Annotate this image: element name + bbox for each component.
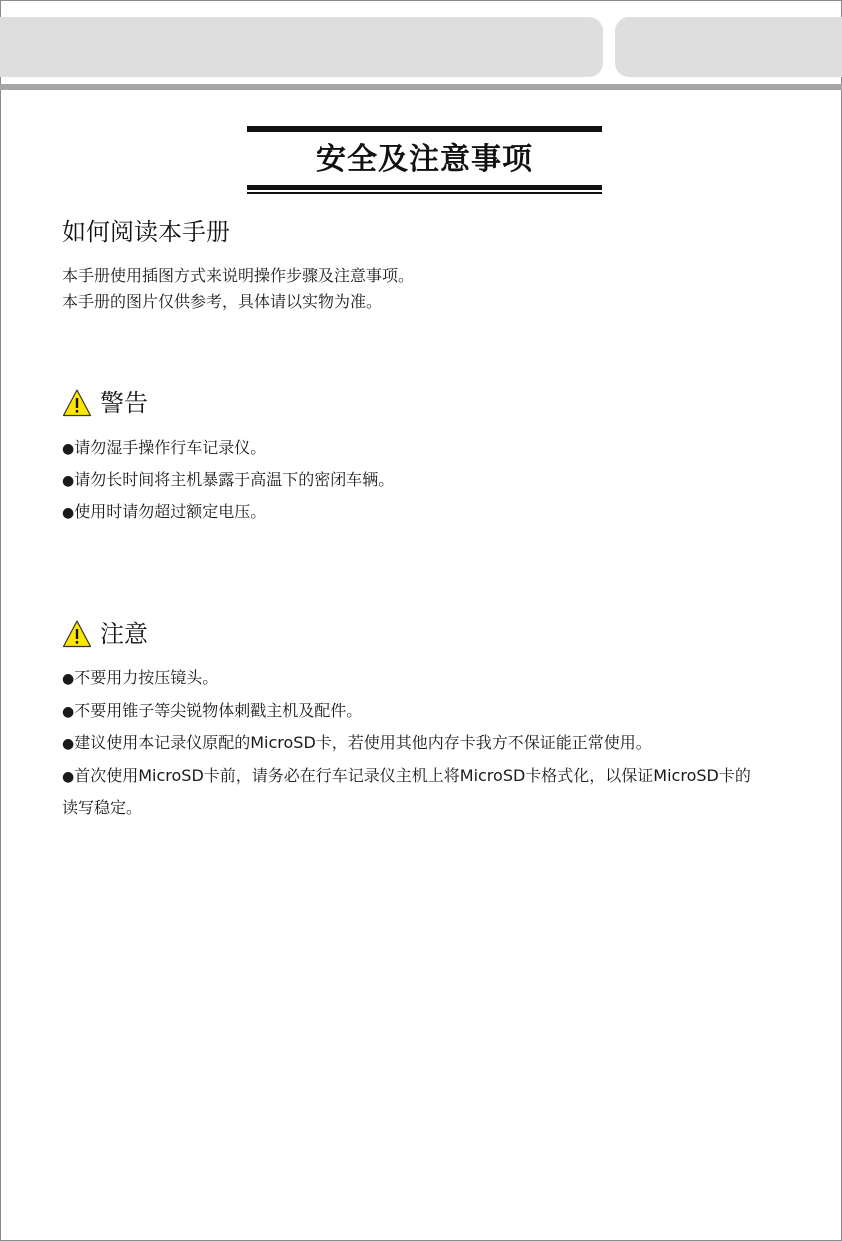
bullet-icon: ● xyxy=(62,473,75,489)
bullet-icon: ● xyxy=(62,505,75,521)
bullet-icon: ● xyxy=(62,441,75,457)
caution-item xyxy=(62,700,362,723)
read-manual-line: 本手册的图片仅供参考，具体请以实物为准。 xyxy=(62,292,383,311)
title-block xyxy=(247,126,602,194)
bullet-icon: ● xyxy=(62,769,75,785)
caution-item-continuation: 读写稳定。 xyxy=(62,798,143,817)
caution-heading xyxy=(62,618,148,650)
caution-item xyxy=(62,732,652,755)
warning-item xyxy=(62,501,266,524)
bullet-icon: ● xyxy=(62,704,75,720)
page-title: 安全及注意事项 xyxy=(316,142,533,177)
caution-item xyxy=(62,765,751,788)
caution-title: 注意 xyxy=(100,620,148,648)
warning-triangle-icon xyxy=(62,619,92,649)
warning-item xyxy=(62,437,266,460)
caution-item-text: 不要用锥子等尖锐物体刺戳主机及配件。 xyxy=(74,701,363,720)
header-tab-left xyxy=(0,17,603,77)
warning-title: 警告 xyxy=(100,389,148,417)
header-tab-right xyxy=(615,17,842,77)
warning-item-text: 请勿长时间将主机暴露于高温下的密闭车辆。 xyxy=(74,470,395,489)
warning-item-text: 使用时请勿超过额定电压。 xyxy=(74,502,267,521)
warning-item xyxy=(62,469,394,492)
caution-item-text: 建议使用本记录仪原配的MicroSD卡，若使用其他内存卡我方不保证能正常使用。 xyxy=(74,733,652,752)
warning-item-text: 请勿湿手操作行车记录仪。 xyxy=(74,438,267,457)
bullet-icon: ● xyxy=(62,736,75,752)
read-manual-heading: 如何阅读本手册 xyxy=(62,218,230,246)
bullet-icon: ● xyxy=(62,671,75,687)
warning-heading xyxy=(62,387,148,419)
caution-item-text: 首次使用MicroSD卡前，请务必在行车记录仪主机上将MicroSD卡格式化，以保证MicroSD卡的 xyxy=(74,766,751,785)
title-bar-top xyxy=(247,126,602,132)
caution-item xyxy=(62,667,218,690)
warning-triangle-icon xyxy=(62,388,92,418)
title-bar-bottom xyxy=(247,185,602,190)
header-rule xyxy=(0,84,842,90)
caution-item-text: 不要用力按压镜头。 xyxy=(74,668,219,687)
title-bar-thin xyxy=(247,192,602,194)
read-manual-line: 本手册使用插图方式来说明操作步骤及注意事项。 xyxy=(62,266,415,285)
